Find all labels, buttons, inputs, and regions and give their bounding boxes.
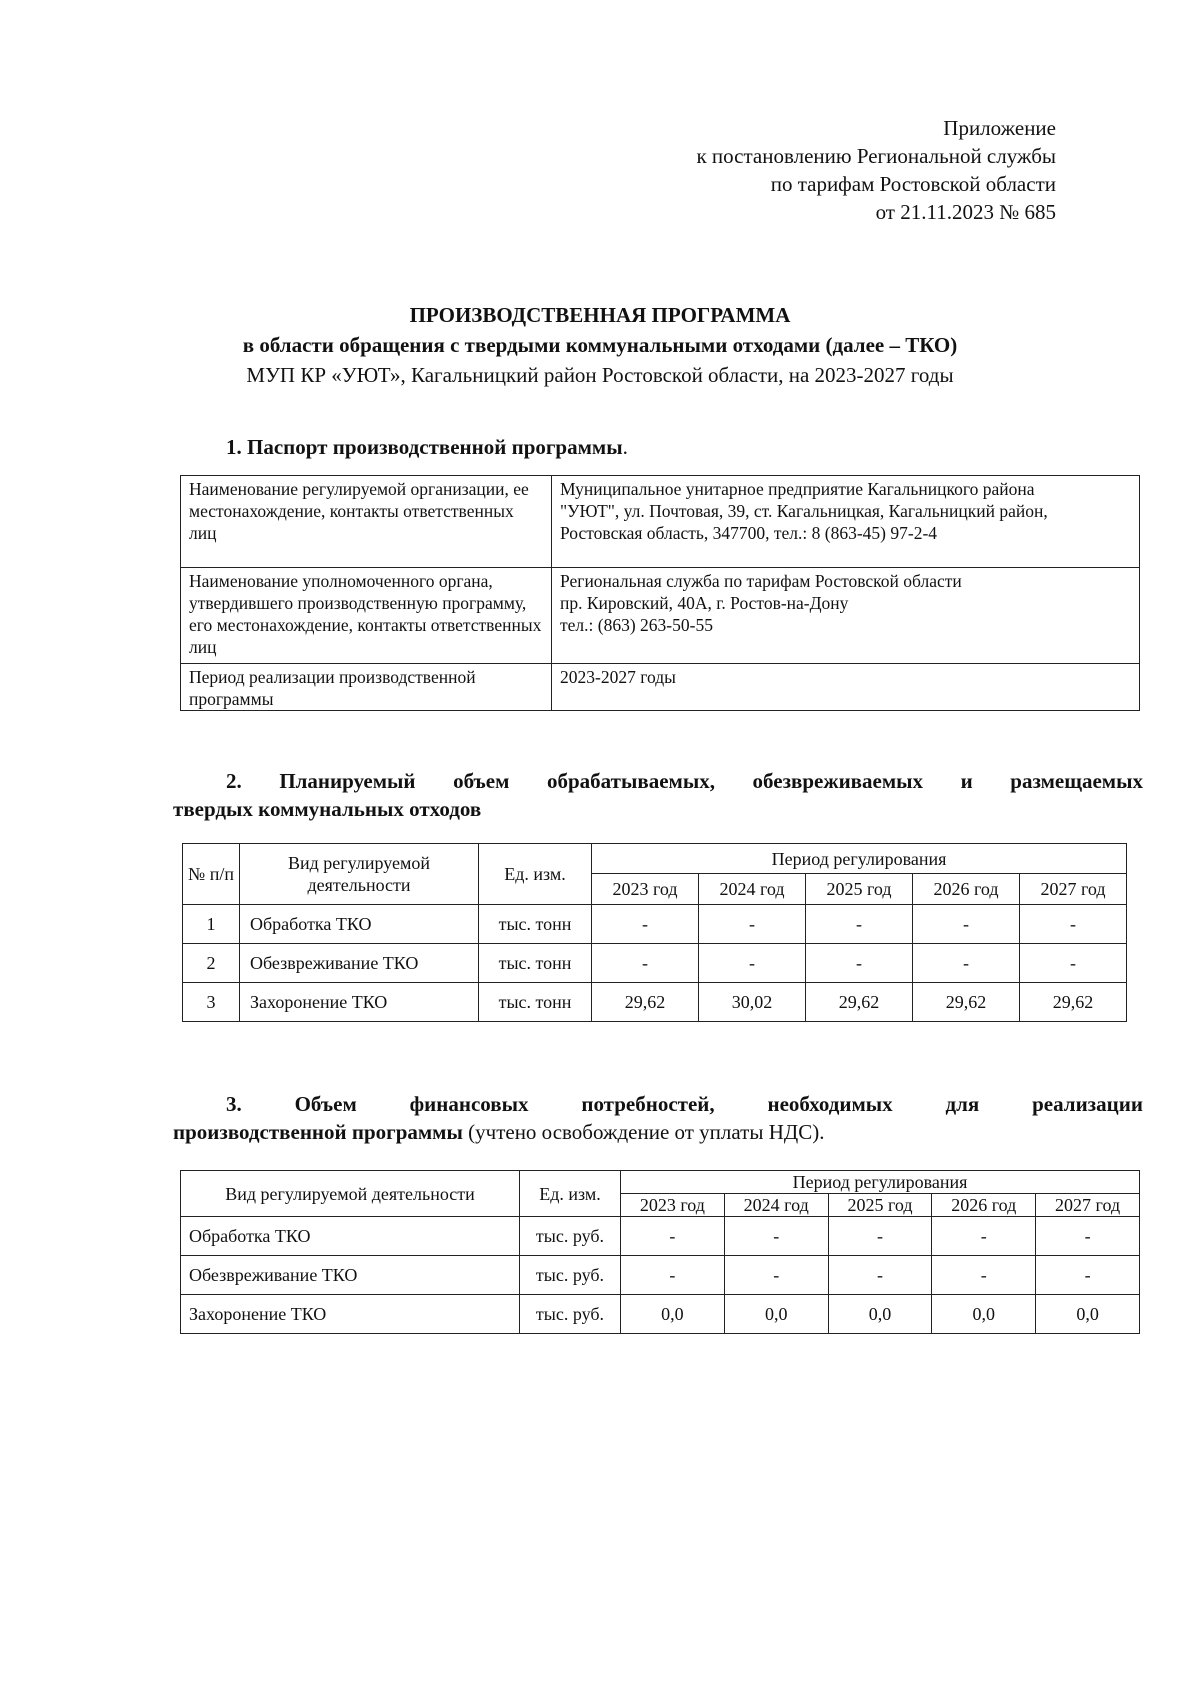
cell-unit: тыс. руб. [520,1217,621,1256]
table-row [181,476,1140,568]
cell-value: - [621,1256,725,1295]
cell-num: 1 [183,905,240,944]
col-header-year: 2024 год [699,874,806,905]
passport-value-line: Муниципальное унитарное предприятие Кагальницкого района [560,479,1035,499]
col-header-year: 2025 год [806,874,913,905]
heading-word: размещаемых [1010,769,1143,793]
table-row [181,1256,1140,1295]
heading-word: для [945,1092,980,1116]
appendix-line: Приложение [943,116,1056,140]
document-title [0,300,1200,390]
title-subtitle: в области обращения с твердыми коммунальными отходами (далее – ТКО) [242,333,958,357]
cell-activity: Обработка ТКО [181,1217,520,1256]
passport-label: Период реализации производственной программы [181,664,552,711]
cell-value: - [724,1256,828,1295]
table-header-row [181,1171,1140,1194]
col-header-period: Период регулирования [592,844,1127,874]
col-header-unit: Ед. изм. [520,1171,621,1217]
passport-value-line: Региональная служба по тарифам Ростовской области [560,571,962,591]
col-header-year: 2023 год [621,1194,725,1217]
passport-label: Наименование уполномоченного органа, утвердившего производственную программу, его местонахождение, контакты ответственных лиц [181,568,552,664]
col-header-year: 2026 год [932,1194,1036,1217]
col-header-year: 2027 год [1020,874,1127,905]
heading-word: финансовых [409,1092,529,1116]
cell-value: - [932,1256,1036,1295]
col-header-year: 2023 год [592,874,699,905]
passport-label: Наименование регулируемой организации, ее местонахождение, контакты ответственных лиц [181,476,552,568]
cell-value: - [806,905,913,944]
heading-word: потребностей, [581,1092,715,1116]
cell-value: 0,0 [828,1295,932,1334]
section3-heading-line2 [173,1118,1143,1146]
section2-heading-line1 [173,767,1143,795]
cell-value: 0,0 [724,1295,828,1334]
heading-word: Планируемый [279,769,416,793]
cell-value: 0,0 [932,1295,1036,1334]
cell-value: - [1036,1256,1140,1295]
table-row [181,568,1140,664]
title-organization: МУП КР «УЮТ», Кагальницкий район Ростовской области, на 2023-2027 годы [246,363,954,387]
cell-value: - [932,1217,1036,1256]
col-header-year: 2027 год [1036,1194,1140,1217]
passport-value [552,568,1140,664]
cell-unit: тыс. тонн [479,944,592,983]
cell-value: - [1020,944,1127,983]
table-row [181,664,1140,711]
col-header-activity: Вид регулируемой деятельности [181,1171,520,1217]
passport-table [180,475,1140,711]
table-row [183,983,1127,1022]
cell-value: - [913,944,1020,983]
cell-unit: тыс. руб. [520,1295,621,1334]
heading-word: объем [453,769,510,793]
cell-value: - [699,905,806,944]
section3-heading-line1 [173,1090,1143,1118]
passport-value-line: "УЮТ", ул. Почтовая, 39, ст. Кагальницкая, Кагальницкий район, [560,501,1048,521]
cell-value: 29,62 [913,983,1020,1022]
cell-value: - [621,1217,725,1256]
cell-value: - [592,944,699,983]
cell-value: 0,0 [1036,1295,1140,1334]
passport-value-line: тел.: (863) 263-50-55 [560,615,713,635]
col-header-year: 2024 год [724,1194,828,1217]
col-header-year: 2026 год [913,874,1020,905]
section2-heading [173,767,1143,823]
cell-activity: Обезвреживание ТКО [240,944,479,983]
heading-word: реализации [1032,1092,1143,1116]
table-header-row [183,844,1127,874]
passport-value-line: 2023-2027 годы [560,667,676,687]
heading-word: обезвреживаемых [752,769,924,793]
cell-activity: Обработка ТКО [240,905,479,944]
cell-value: 30,02 [699,983,806,1022]
col-header-year: 2025 год [828,1194,932,1217]
cell-value: 29,62 [592,983,699,1022]
col-header-unit: Ед. изм. [479,844,592,905]
heading-word: Объем [294,1092,357,1116]
heading-word: 2. [226,769,242,793]
heading-normal-part: (учтено освобождение от уплаты НДС). [462,1120,825,1144]
cell-unit: тыс. тонн [479,905,592,944]
cell-value: - [592,905,699,944]
section1-heading-tail: . [622,435,628,459]
table-row [183,905,1127,944]
cell-value: 0,0 [621,1295,725,1334]
heading-word: 3. [226,1092,242,1116]
section2-heading-line2: твердых коммунальных отходов [173,797,482,821]
table-row [181,1217,1140,1256]
col-header-num: № п/п [183,844,240,905]
passport-value [552,664,1140,711]
cell-value: - [913,905,1020,944]
appendix-line: по тарифам Ростовской области [770,172,1056,196]
cell-activity: Обезвреживание ТКО [181,1256,520,1295]
volume-table [182,843,1127,1022]
col-header-period: Период регулирования [621,1171,1140,1194]
cell-unit: тыс. тонн [479,983,592,1022]
appendix-line: от 21.11.2023 № 685 [875,200,1056,224]
cell-num: 3 [183,983,240,1022]
section1-heading [226,433,628,461]
cell-value: - [1036,1217,1140,1256]
cell-activity: Захоронение ТКО [240,983,479,1022]
passport-value-line: Ростовская область, 347700, тел.: 8 (863-45) 97-2-4 [560,523,938,543]
cell-value: 29,62 [1020,983,1127,1022]
appendix-block [696,114,1056,226]
col-header-activity: Вид регулируемой деятельности [240,844,479,905]
section3-heading [173,1090,1143,1146]
title-main: ПРОИЗВОДСТВЕННАЯ ПРОГРАММА [409,303,791,327]
cell-unit: тыс. руб. [520,1256,621,1295]
table-row [181,1295,1140,1334]
heading-bold-part: производственной программы [173,1120,463,1144]
passport-value-line: пр. Кировский, 40А, г. Ростов-на-Дону [560,593,849,613]
finance-table [180,1170,1140,1334]
section1-heading-text: 1. Паспорт производственной программы [226,435,623,459]
cell-activity: Захоронение ТКО [181,1295,520,1334]
cell-num: 2 [183,944,240,983]
cell-value: - [699,944,806,983]
heading-word: и [960,769,973,793]
cell-value: 29,62 [806,983,913,1022]
passport-value [552,476,1140,568]
cell-value: - [828,1217,932,1256]
cell-value: - [828,1256,932,1295]
cell-value: - [806,944,913,983]
heading-word: необходимых [767,1092,893,1116]
heading-word: обрабатываемых, [547,769,715,793]
cell-value: - [1020,905,1127,944]
cell-value: - [724,1217,828,1256]
appendix-line: к постановлению Региональной службы [696,144,1056,168]
table-row [183,944,1127,983]
